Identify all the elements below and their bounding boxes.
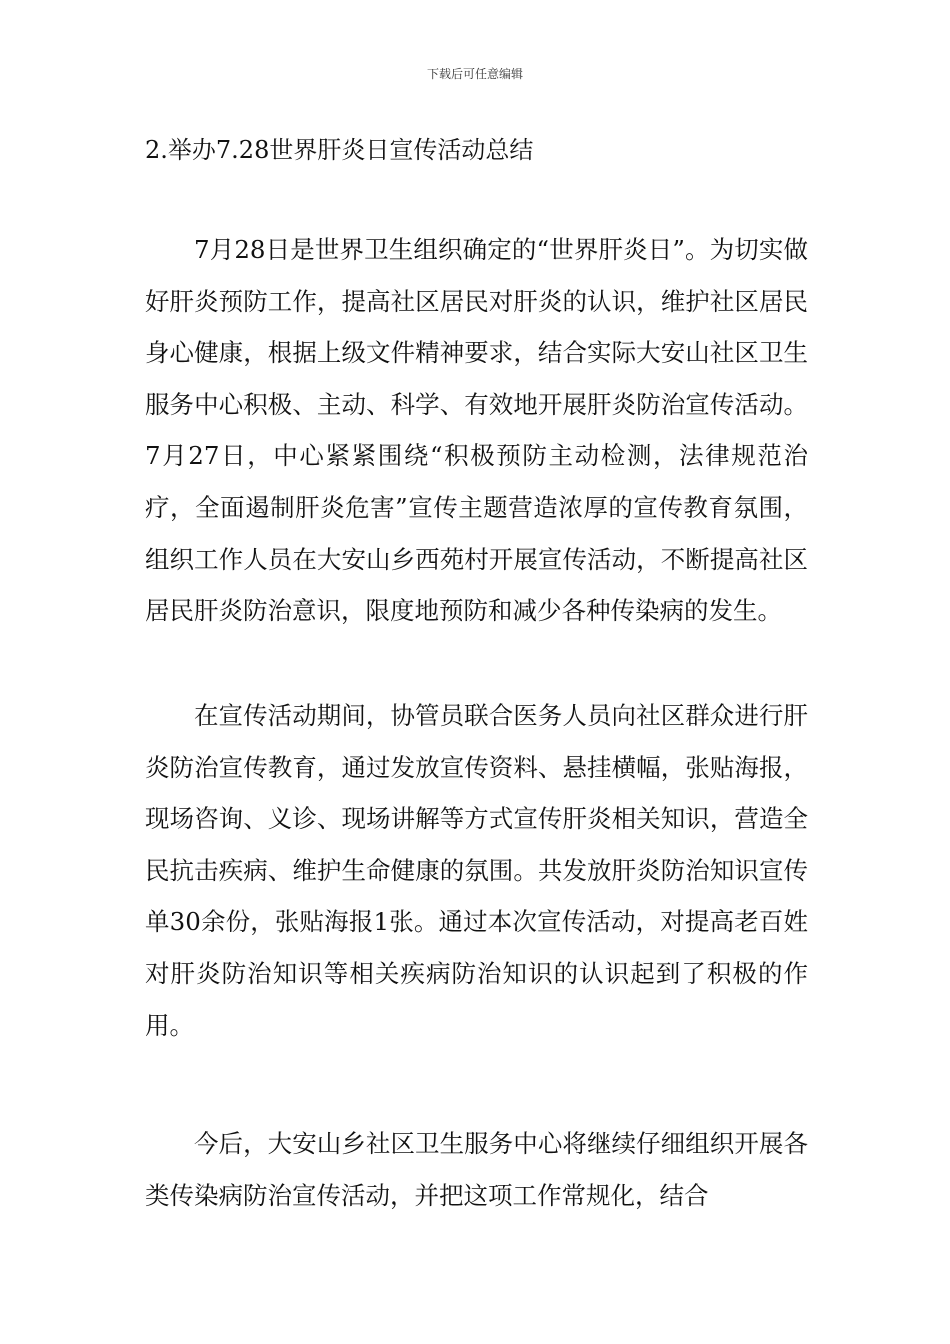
- document-title: 2.举办7.28世界肝炎日宣传活动总结: [145, 136, 534, 164]
- paragraph-2: 在宣传活动期间，协管员联合医务人员向社区群众进行肝炎防治宣传教育，通过发放宣传资料、悬挂横幅，张贴海报，现场咨询、义诊、现场讲解等方式宣传肝炎相关知识，营造全民抗击疾病、维护生命健康的氛围。共发放肝炎防治知识宣传单30余份，张贴海报1张。通过本次宣传活动，对提高老百姓对肝炎防治知识等相关疾病防治知识的认识起到了积极的作用。: [145, 701, 808, 1040]
- paragraph-3: 今后，大安山乡社区卫生服务中心将继续仔细组织开展各类传染病防治宣传活动，并把这项工作常规化，结合: [145, 1129, 808, 1210]
- page-header-note: 下载后可任意编辑: [426, 67, 523, 81]
- paragraph-1: 7月28日是世界卫生组织确定的“世界肝炎日”。为切实做好肝炎预防工作，提高社区居民对肝炎的认识，维护社区居民身心健康，根据上级文件精神要求，结合实际大安山社区卫生服务中心积极、主动、科学、有效地开展肝炎防治宣传活动。7月27日，中心紧紧围绕“积极预防主动检测，法律规范治疗，全面遏制肝炎危害”宣传主题营造浓厚的宣传教育氛围，组织工作人员在大安山乡西苑村开展宣传活动，不断提高社区居民肝炎防治意识，限度地预防和减少各种传染病的发生。: [145, 235, 808, 626]
